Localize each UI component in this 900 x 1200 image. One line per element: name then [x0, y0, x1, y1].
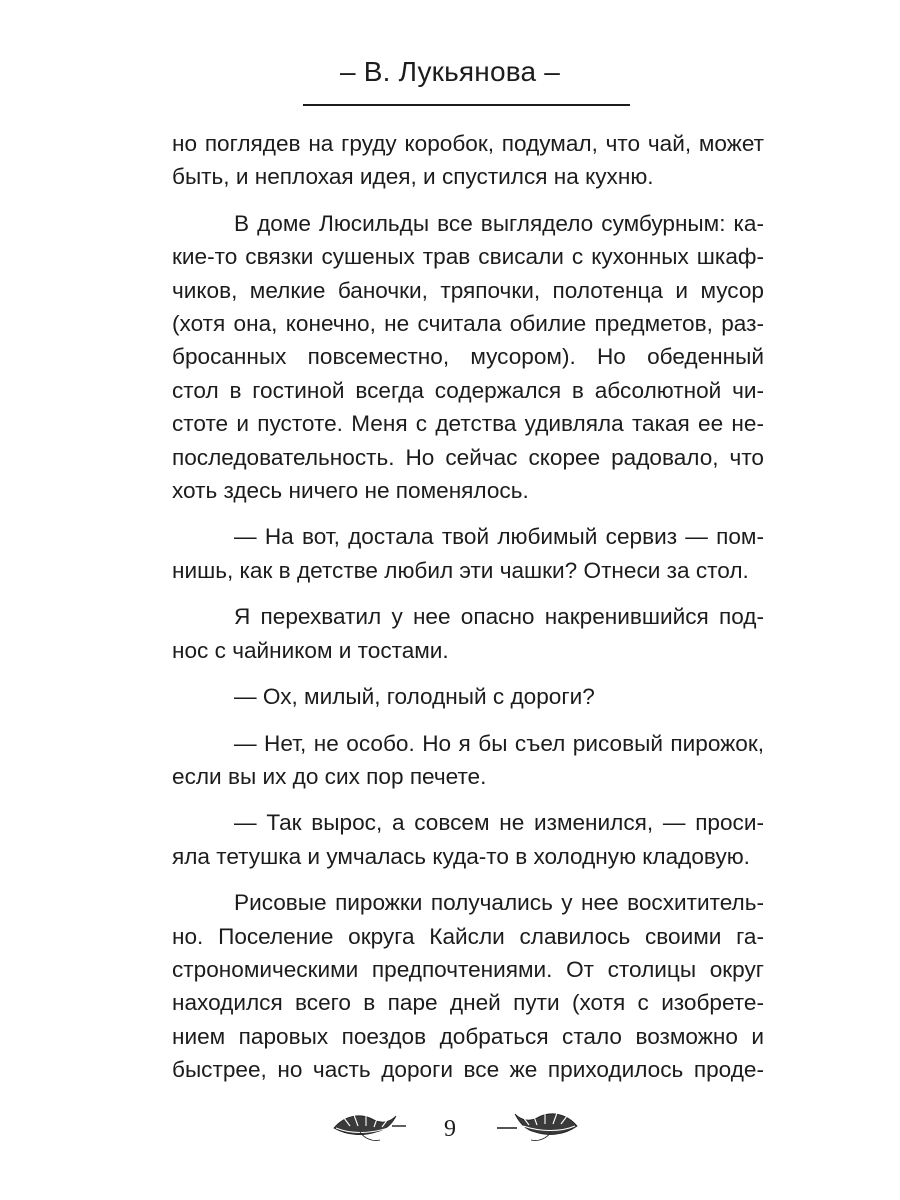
text-line: последовательность. Но сейчас скорее радовало, что [172, 444, 764, 470]
text-line: если вы их до сих пор печете. [172, 763, 487, 789]
text-line: но поглядев на груду коробок, подумал, что чай, может [172, 131, 764, 156]
paragraph [172, 127, 764, 194]
text-line: нос с чайником и тостами. [172, 637, 449, 663]
text-line: стол в гостиной всегда содержался в абсолютной чи- [172, 377, 764, 403]
body-text [172, 127, 764, 1100]
text-line: находился всего в паре дней пути (хотя с изобрете- [172, 990, 764, 1016]
text-line: но. Поселение округа Кайсли славилось своими га- [172, 923, 764, 949]
paragraph [172, 806, 764, 873]
text-line: Я перехватил у нее опасно накренившийся под- [234, 604, 764, 630]
text-line: — Так вырос, а совсем не изменился, — проси- [234, 810, 764, 836]
text-line: (хотя она, конечно, не считала обилие предметов, раз- [172, 311, 764, 337]
text-line: чиков, мелкие баночки, тряпочки, полотенца и мусор [172, 277, 764, 303]
text-line: быстрее, но часть дороги все же приходилось проде- [172, 1057, 764, 1083]
text-line: хоть здесь ничего не поменялось. [172, 478, 529, 504]
text-line: стоте и пустоте. Меня с детства удивляла такая ее не- [172, 411, 764, 437]
text-line: кие-то связки сушеных трав свисали с кухонных шкаф- [172, 244, 764, 270]
leaf-ornament-icon [495, 1106, 581, 1151]
page-footer [0, 1100, 900, 1160]
paragraph [172, 886, 764, 1086]
text-line: — Ох, милый, голодный с дороги? [234, 684, 595, 710]
text-line: Рисовые пирожки получались у нее восхититель- [234, 890, 764, 916]
paragraph [172, 520, 764, 587]
text-line: быть, и неплохая идея, и спустился на кухню. [172, 164, 654, 190]
running-header: – В. Лукьянова – [340, 56, 560, 87]
text-line: нишь, как в детстве любил эти чашки? Отнеси за стол. [172, 557, 749, 583]
header-rule [303, 104, 630, 106]
text-line: В доме Люсильды все выглядело сумбурным: ка- [234, 210, 764, 236]
paragraph [172, 727, 764, 794]
text-line: — Нет, не особо. Но я бы съел рисовый пирожок, [234, 730, 764, 756]
paragraph [172, 600, 764, 667]
text-line: бросанных повсеместно, мусором). Но обеденный [172, 344, 764, 370]
paragraph [172, 207, 764, 508]
paragraph [172, 680, 764, 713]
text-line: яла тетушка и умчалась куда-то в холодную кладовую. [172, 843, 750, 869]
page-number: 9 [444, 1116, 456, 1142]
text-line: строномическими предпочтениями. От столицы округ [172, 956, 764, 982]
text-line: — На вот, достала твой любимый сервиз — пом- [234, 524, 764, 550]
text-line: нием паровых поездов добраться стало возможно и [172, 1023, 764, 1049]
